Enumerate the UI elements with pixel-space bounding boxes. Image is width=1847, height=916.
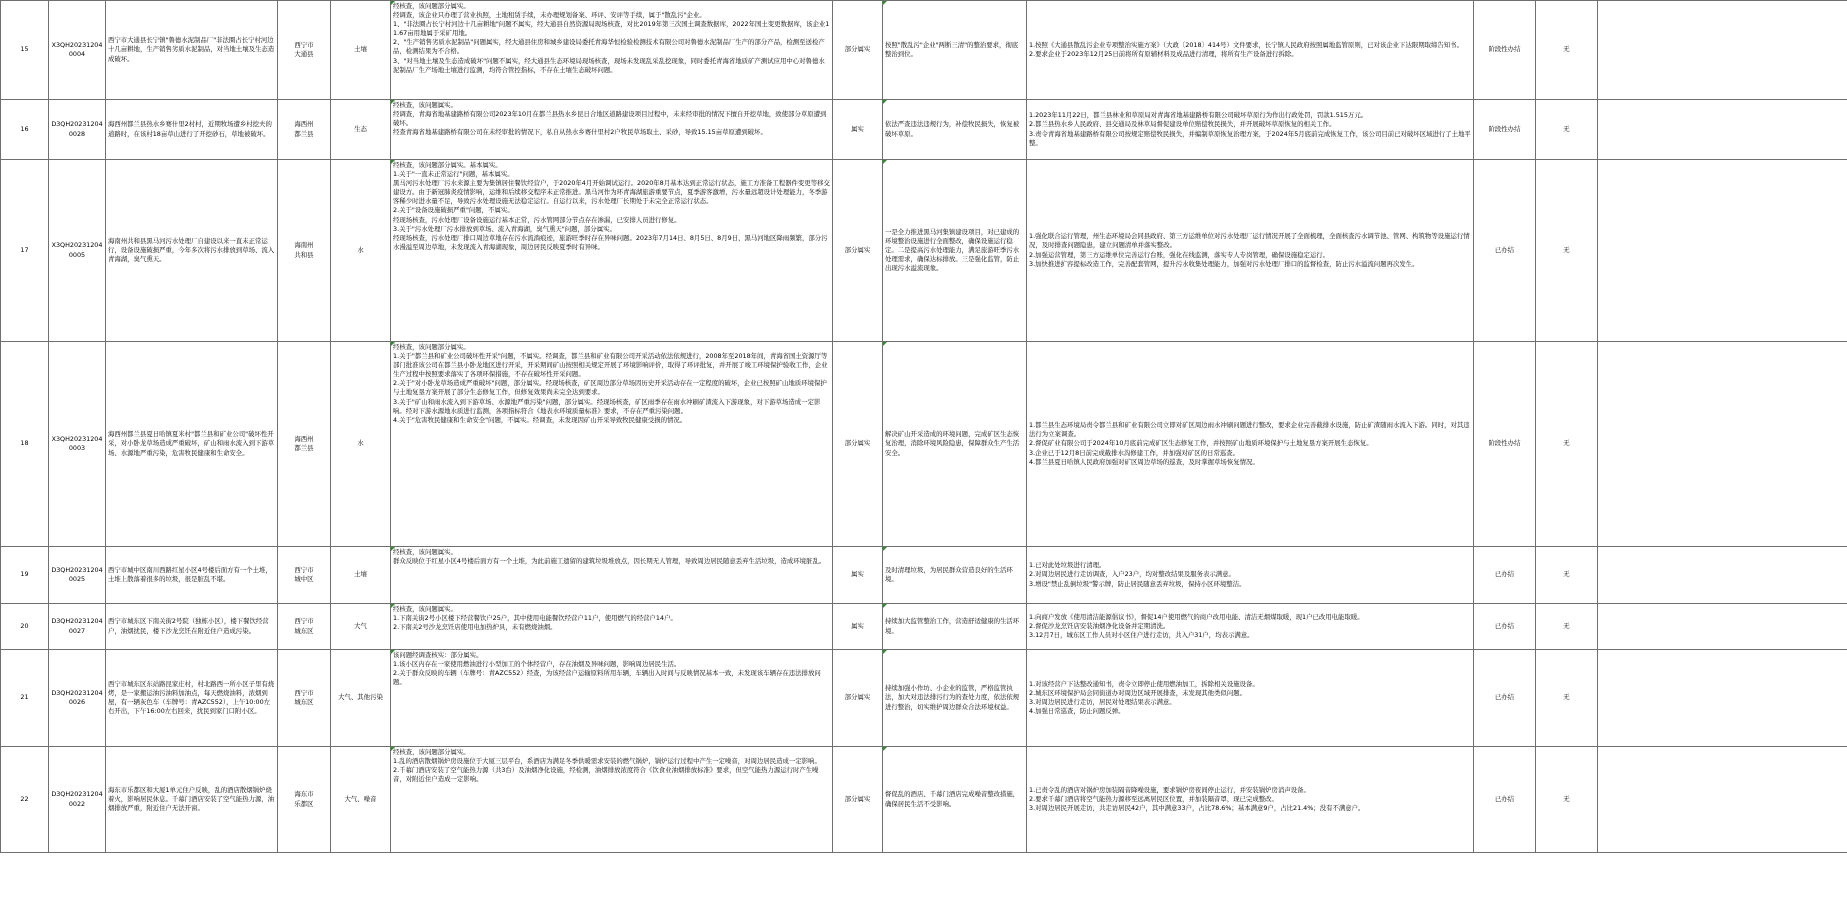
complaint-description-cell: 海南州共和县黑马河污水处理厂自建设以来一直未正常运行，设备设施破损严重，今年多次将污水排放到草场、流入青海湖，臭气熏天。 (106, 160, 278, 342)
case-id-cell: D3QH20231204 0025 (49, 547, 106, 604)
pollution-type-cell: 土壤 (331, 547, 391, 604)
case-id-cell: D3QH20231204 0026 (49, 650, 106, 747)
table-row (1, 650, 1847, 747)
progress-status-cell: 阶段性办结 (1474, 342, 1536, 547)
verification-status-cell: 属实 (833, 547, 883, 604)
verification-status-cell: 部分属实 (833, 650, 883, 747)
investigation-finding-cell: 经核查，该问题部分属实。 1.关于"都兰县和矿业公司破坏性开采"问题，不属实。经调查，都兰县和矿业有限公司开采活动依法依规进行，2008年至2018年间，青海省国土资源厅等部门批准该公司在都兰县小卧龙地区进行开采，开采期间矿山按照相关规定开展了环境影响评价，取得了环评批复，并开展了竣工环境保护验收工作，企业生产过程中按照要求落实了各项环保措施，不存在破坏性开采问题。 2.关于"对小卧龙草场造成严重破坏"问题，部分属实。经现场核查，矿区周边部分草场因历史开采活动存在一定程度的破坏，企业已按照矿山地质环境保护与土地复垦方案开展了部分生态修复工作，但修复效果尚未完全达到要求。 3.关于"矿山和雨水流入到下游草场、水源地严重污染"问题，部分属实。经现场核查，矿区雨季存在雨水冲刷矿渣流入下游现象，对下游草场造成一定影响。经对下游水源地水质进行监测，各项指标符合《地表水环境质量标准》要求，不存在严重污染问题。 4.关于"危害牧民健康和生命安全"问题，不属实。经调查，未发现因矿山开采导致牧民健康受损的情况。 (391, 342, 833, 547)
rectification-measures-cell: 1.已对此处垃圾进行清理。 2.对周边居民进行走访调查，入户23户，均对整改结果及服务表示满意。 3.增设"禁止乱倒垃圾"警示牌，防止居民随意丢弃垃圾，保持小区环境整洁。 (1027, 547, 1474, 604)
rectification-measures-cell: 1.按照《大通县散乱污企业专项整治实施方案》（大政〔2018〕414号）文件要求，长宁镇人民政府按照属地监管原则，已对该企业下达限期取缔告知书。 2.要求企业于2023年12月25日前将所有原辅材料及成品进行清理，将所有生产设备进行拆除。 (1027, 1, 1474, 100)
administrative-region-cell: 西宁市 城东区 (278, 604, 331, 650)
blank-cell (1598, 547, 1847, 604)
rectification-goal-cell: 持续加大监管整治工作，营造舒适健康的生活环境。 (883, 604, 1027, 650)
pollution-type-cell: 水 (331, 160, 391, 342)
verification-status-cell: 属实 (833, 100, 883, 160)
row-number-cell: 18 (1, 342, 49, 547)
progress-status-cell: 已办结 (1474, 547, 1536, 604)
blank-cell (1598, 650, 1847, 747)
rectification-goal-cell: 一是全力推进黑马河集镇建设项目，对已建成的环境整治设施进行全面整改，确保设施运行稳定。二是提高污水处理能力，满足旅游旺季污水处理需求，确保达标排放。三是强化监管，防止出现污水溢流现象。 (883, 160, 1027, 342)
administrative-region-cell: 海南州 共和县 (278, 160, 331, 342)
accountability-cell: 无 (1536, 650, 1598, 747)
pollution-type-cell: 大气、其他污染 (331, 650, 391, 747)
row-number-cell: 17 (1, 160, 49, 342)
pollution-type-cell: 大气、噪音 (331, 747, 391, 853)
investigation-finding-cell: 经核查，该问题部分属实。 1.乱的酒店散烟锅炉房设施位于大厦三层平台，系酒店为满足冬季供暖需求安装的燃气锅炉，锅炉运行过程中产生一定噪音，对周边居民造成一定影响。 2.千幕门酒店安装了空气能热力源（共3台）及油烟净化设施，经检测，油烟排放浓度符合《饮食业油烟排放标准》要求，但空气能热力源运行时产生噪音，对附近住户造成一定影响。 (391, 747, 833, 853)
progress-status-cell: 已办结 (1474, 650, 1536, 747)
investigation-finding-cell: 经核查，该问题部分属实。基本属实。 1.关于"一直未正常运行"问题，基本属实。 黑马河污水处理厂污水来源主要为集镇居住餐饮经营户，于2020年4月开始调试运行。2020年8月基本达到正常运行状态，施工方准备工程器件变更等移交建设方。由于新冠肺炎疫情影响，运维和后续移交程序未正常推进。黑马河作为环青海湖旅游重要节点，夏季游客激增，污水量远超设计处理能力，冬季游客稀少时进水量不足，导致污水处理设施无法稳定运行。自运行以来，污水处理厂长期处于未完全正常运行状态。 2.关于"设备设施破损严重"问题，不属实。 经现场核查，污水处理厂设备设施运行基本正常，污水管网部分节点存在渗漏，已安排人员进行修复。 3.关于"污水处理厂污水排放到草场、流入青海湖，臭气熏天"问题，部分属实。 经现场核查，污水处理厂排口周边草地存在污水流淌痕迹，旅游旺季时存在异味问题。2023年7月14日、8月5日、8月9日，黑马河地区降雨频繁，部分污水漫溢至周边草地，未发现流入青海湖现象，周边居民反映夏季时有异味。 (391, 160, 833, 342)
table-row (1, 160, 1847, 342)
rectification-measures-cell: 1.都兰县生态环境局责令都兰县和矿业有限公司立即对矿区周边雨水冲刷问题进行整改，要求企业完善截排水设施，防止矿渣随雨水流入下游。同时，对其违法行为立案调查。 2.督促矿业有限公司于2024年10月底前完成矿区生态修复工作，并按照矿山地质环境保护与土地复垦方案开展生态恢复。 3.企业已于12月8日前完成截排水沟修建工作，并加强对矿区的日常巡查。 4.都兰县夏日哈镇人民政府加强对矿区周边草场的巡查，及时掌握草场恢复情况。 (1027, 342, 1474, 547)
pollution-type-cell: 大气 (331, 604, 391, 650)
accountability-cell: 无 (1536, 160, 1598, 342)
investigation-finding-cell: 经核查，该问题属实。 群众反映位于红星小区4号楼后面方有一个土堆，为此前施工遗留的建筑垃圾堆放点，因长期无人管理，导致周边居民随意丢弃生活垃圾，造成环境脏乱。 (391, 547, 833, 604)
blank-cell (1598, 1, 1847, 100)
complaint-description-cell: 海西州都兰县热水乡赛什里2村村，近期牧场遭乡村挖夫的道路时，在该村18亩草山进行了开挖砂石，草地被破坏。 (106, 100, 278, 160)
row-number-cell: 16 (1, 100, 49, 160)
accountability-cell: 无 (1536, 1, 1598, 100)
blank-cell (1598, 604, 1847, 650)
table-row (1, 747, 1847, 853)
verification-status-cell: 属实 (833, 604, 883, 650)
blank-cell (1598, 160, 1847, 342)
investigation-finding-cell: 经核查，该问题部分属实。 经调查，该企业只办理了营业执照，土地租赁手续，未办理规划备案、环评、安评等手续，属于"散乱污"企业。 1、"非法圈占长宁村河边十几亩耕地"问题不属实，经大通县自然资源局现场核查，对比2019年第三次国土调查数据库，2022年国土变更数据库，该企业11.67亩用地属于采矿用地。 2、"生产销售劣质水泥制品"问题属实，经大通县住房和城乡建设局委托青海华恒检验检测技术有限公司对鲁德水泥制品厂生产的部分产品，检测至送检产品，检测结果为不合格。 3、"对当地土壤及生态造成破坏"问题不属实，经大通县生态环境局现场核查，现场未发现乱采乱挖现象，同时委托青海省地质矿产测试应用中心对鲁德水泥制品厂生产场地土壤进行监测，均符合管控指标，不存在土壤生态破坏问题。 (391, 1, 833, 100)
rectification-goal-cell: 按照"散乱污"企业"两断三清"的整治要求，彻底整治到位。 (883, 1, 1027, 100)
investigation-finding-cell: 经核查，该问题属实。 1.下南关街2号小区楼下经营餐饮户25户，其中使用电能餐饮经营户11户，使用燃气的经营户14户。 2.下南关2号沙龙烹饪店使用电加热炉具，未有燃烧油烟。 (391, 604, 833, 650)
accountability-cell: 无 (1536, 747, 1598, 853)
blank-cell (1598, 100, 1847, 160)
table-row (1, 100, 1847, 160)
investigation-finding-cell: 经核查，该问题属实。 经调查，青海省地基建路桥有限公司2023年10月在都兰县热水乡昆日合地区道路建设项目过程中，未来经审批的情况下擅自开挖草地，致使部分草原遭到破坏。 经查青海省地基建路桥有限公司在未经审批的情况下，私自从热水乡赛什里村2户牧民草场取土、采砂，导致15.15亩草原遭到破坏。 (391, 100, 833, 160)
administrative-region-cell: 西宁市 大通县 (278, 1, 331, 100)
pollution-type-cell: 水 (331, 342, 391, 547)
investigation-finding-cell: 该问题经调查核实：部分属实。 1.该小区内存在一家使用燃油进行小型加工的个体经营户，存在油烟及异味问题，影响周边居民生活。 2.关于群众反映的车辆（车牌号：青AZC552）经查，为该经营户运输原料所用车辆，车辆出入时间与反映情况基本一致，未发现该车辆存在违法排放问题。 (391, 650, 833, 747)
row-number-cell: 21 (1, 650, 49, 747)
case-id-cell: D3QH20231204 0028 (49, 100, 106, 160)
progress-status-cell: 阶段性办结 (1474, 1, 1536, 100)
row-number-cell: 15 (1, 1, 49, 100)
accountability-cell: 无 (1536, 342, 1598, 547)
rectification-measures-cell: 1.已责令乱的酒店对锅炉房加装隔音降噪设施，要求锅炉房夜间停止运行，并安装锅炉房消声设备。 2.要求千幕门酒店将空气能热力源移至远离居民区位置，并加装隔音罩，现已完成整改。 3.对周边居民开展走访，共走访居民42户，其中满意33户，占比78.6%；基本满意9户，占比21.4%；没有不满意户。 (1027, 747, 1474, 853)
case-id-cell: X3QH20231204 0004 (49, 1, 106, 100)
table-row (1, 1, 1847, 100)
rectification-measures-cell: 1.对该经营户下达整改通知书，责令立即停止使用燃油加工，拆除相关设施设备。 2.城东区环境保护局会同街道办对周边区域开展排查，未发现其他类似问题。 3.对周边居民进行走访，居民对处理结果表示满意。 4.加强日常巡查，防止问题反弹。 (1027, 650, 1474, 747)
case-id-cell: X3QH20231204 0005 (49, 160, 106, 342)
progress-status-cell: 已办结 (1474, 747, 1536, 853)
rectification-measures-cell: 1.强化联合运行管理，州生态环境局会同县政府、第三方运维单位对污水处理厂运行情况开展了全面梳理，全面核查污水调节池、管网、构筑物等设施运行情况，及时排查问题隐患，建立问题清单并落实整改。 2.加强运营管理，第三方运维单位完善运行台账，强化在线监测，落实专人专岗管理，确保设施稳定运行。 3.加快推进扩容提标改造工作，完善配套管网，提升污水收集处理能力，加强对污水处理厂排口的监督检查，防止污水溢流问题再次发生。 (1027, 160, 1474, 342)
blank-cell (1598, 342, 1847, 547)
administrative-region-cell: 西宁市 城东区 (278, 650, 331, 747)
case-id-cell: D3QH20231204 0027 (49, 604, 106, 650)
table-row (1, 342, 1847, 547)
progress-status-cell: 已办结 (1474, 604, 1536, 650)
rectification-goal-cell: 解决矿山开采造成的环境问题，完成矿区生态恢复治理，消除环境风险隐患，保障群众生产生活安全。 (883, 342, 1027, 547)
case-id-cell: D3QH20231204 0022 (49, 747, 106, 853)
progress-status-cell: 已办结 (1474, 160, 1536, 342)
verification-status-cell: 部分属实 (833, 160, 883, 342)
complaint-description-cell: 西宁市城中区南川西路红星小区4号楼后面方有一个土堆，土堆上散落着很多的垃圾，很是脏乱不堪。 (106, 547, 278, 604)
rectification-goal-cell: 督促乱的酒店、千幕门酒店完成噪音整改措施，确保居民生活不受影响。 (883, 747, 1027, 853)
rectification-goal-cell: 依法严查违法违规行为，补偿牧民损失，恢复被破坏草原。 (883, 100, 1027, 160)
blank-cell (1598, 747, 1847, 853)
administrative-region-cell: 海东市 乐都区 (278, 747, 331, 853)
accountability-cell: 无 (1536, 604, 1598, 650)
pollution-type-cell: 生态 (331, 100, 391, 160)
accountability-cell: 无 (1536, 100, 1598, 160)
row-number-cell: 19 (1, 547, 49, 604)
progress-status-cell: 阶段性办结 (1474, 100, 1536, 160)
table-row (1, 604, 1847, 650)
rectification-goal-cell: 持续加强小作坊、小企业的监管，严格监管执法，加大对违法排污行为的查处力度，依法依规进行整治，切实维护周边群众合法环境权益。 (883, 650, 1027, 747)
administrative-region-cell: 海西州 都兰县 (278, 100, 331, 160)
complaint-description-cell: 海东市乐都区和大厦1单元住户反映，乱的酒店散烟锅炉烧着火，影响居民休息。千幕门酒店安装了空气能热力源，油烟排放严重，附近住户无法开窗。 (106, 747, 278, 853)
complaint-description-cell: 西宁市大通县长宁镇"鲁德水泥制品厂"非法圈占长宁村河边十几亩耕地，生产销售劣质水泥制品，对当地土壤及生态造成破坏。 (106, 1, 278, 100)
verification-status-cell: 部分属实 (833, 1, 883, 100)
administrative-region-cell: 西宁市 城中区 (278, 547, 331, 604)
rectification-measures-cell: 1.2023年11月22日，都兰县林业和草原局对青海省地基建路桥有限公司破坏草原行为作出行政处罚，罚款1.515万元。 2.都兰县热水乡人民政府、县交通局及林草局督促建设单位赔偿牧民损失，并开展破坏草原恢复的相关工作。 3.责令青海省地基建路桥有限公司按规定赔偿牧民损失，并编制草原恢复治理方案，于2024年5月底前完成恢复工作，该公司目前已对破坏区域进行了土地平整。 (1027, 100, 1474, 160)
row-number-cell: 22 (1, 747, 49, 853)
verification-status-cell: 部分属实 (833, 342, 883, 547)
complaint-description-cell: 西宁市城东区东站路昆家庄村，村北路西一所小区子里有烧烤，是一家搬运油污油料加油点，每天燃烧油料，浓烟到屋，有一辆灰色车（车牌号：青AZC552），上午10:00左右开出，下午16:00左右回来，扰民到家门口附小区。 (106, 650, 278, 747)
complaint-description-cell: 西宁市城东区下南关街2号院（独栋小区），楼下餐饮经营户，油烟扰民，楼下沙龙烹饪在附近住户造成污染。 (106, 604, 278, 650)
complaint-description-cell: 海西州都兰县夏日哈镇夏米村"都兰县和矿业公司"破坏性开采，对小卧龙草场造成严重破坏，矿山和雨水流入到下游草场、水源地严重污染，危害牧民健康和生命安全。 (106, 342, 278, 547)
case-id-cell: X3QH20231204 0003 (49, 342, 106, 547)
row-number-cell: 20 (1, 604, 49, 650)
table-row (1, 547, 1847, 604)
administrative-region-cell: 海西州 都兰县 (278, 342, 331, 547)
accountability-cell: 无 (1536, 547, 1598, 604)
rectification-measures-cell: 1.向商户发放《使用清洁能源倡议书》，督促14户使用燃气的商户改用电能、清洁无烟煤取暖，现1户已改用电能取暖。 2.督促沙龙烹饪店安装油烟净化设备并定期清洗。 3.12月7日，城东区工作人员对小区住户进行走访，共入户31户，均表示满意。 (1027, 604, 1474, 650)
verification-status-cell: 部分属实 (833, 747, 883, 853)
pollution-type-cell: 土壤 (331, 1, 391, 100)
rectification-goal-cell: 及时清理垃圾，为居民群众营造良好的生活环境。 (883, 547, 1027, 604)
